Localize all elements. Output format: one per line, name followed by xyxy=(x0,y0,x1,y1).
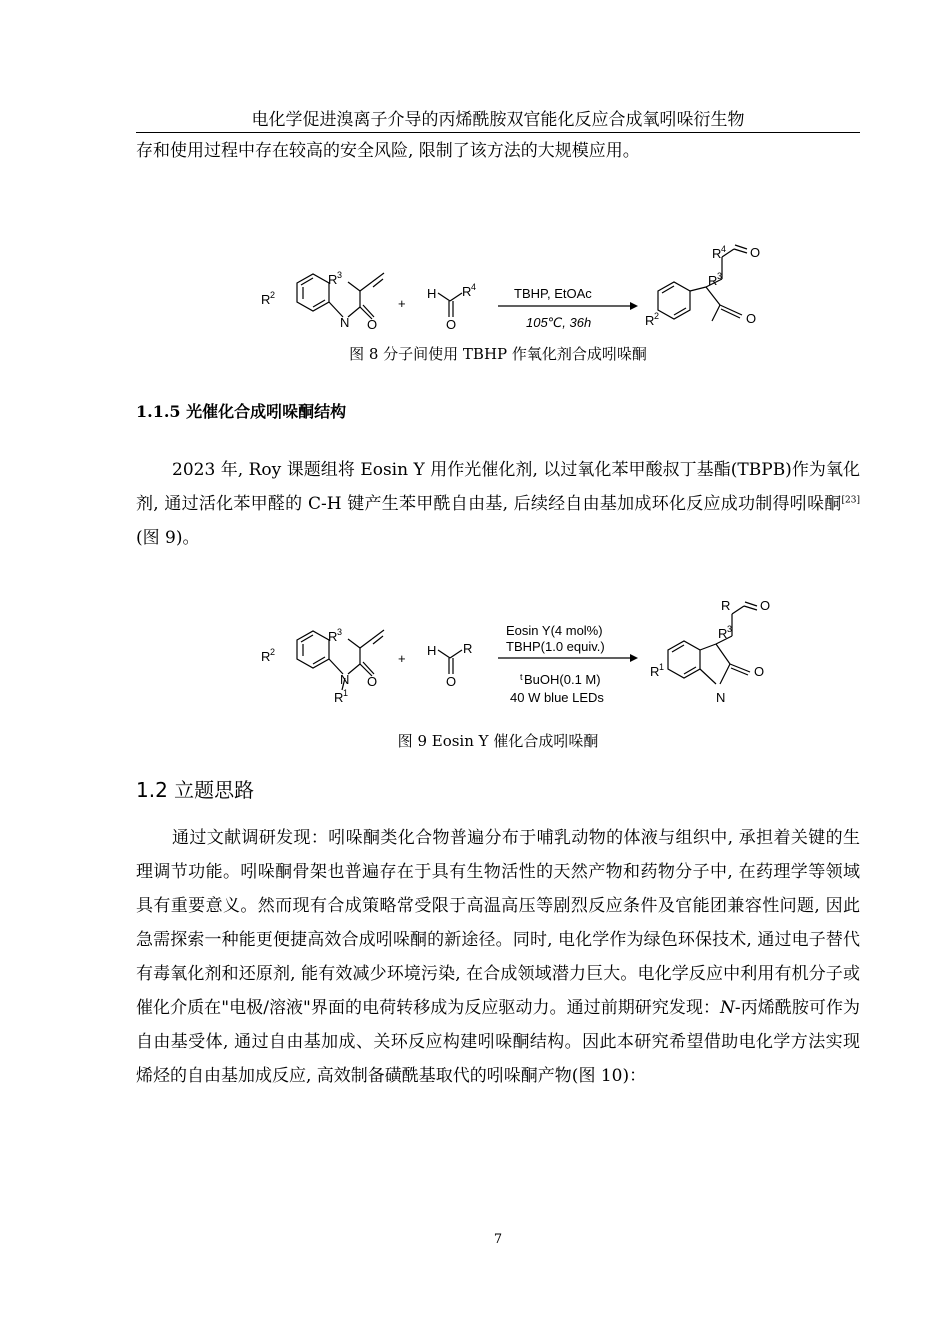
fig9-reagent1: Eosin Y(4 mol%) xyxy=(506,623,603,638)
fig8-r3-label: R xyxy=(328,272,338,287)
fig8-prod-r2: R xyxy=(645,313,655,328)
idea-paragraph xyxy=(136,821,860,1093)
roy-paragraph xyxy=(136,453,860,555)
fig8-o2-label: O xyxy=(446,317,457,332)
fig9-prod-r1: R xyxy=(650,664,660,679)
fig9-prod-o2: O xyxy=(760,598,771,613)
fig8-reagent: TBHP, EtOAc xyxy=(514,286,592,301)
fig8-prod-r3-sup: 3 xyxy=(717,271,723,281)
intro-paragraph: 存和使用过程中存在较高的安全风险, 限制了该方法的大规模应用。 xyxy=(136,141,640,161)
fig9-light: 40 W blue LEDs xyxy=(510,690,604,702)
fig9-prod-r3-sup: 3 xyxy=(727,624,733,634)
fig8-r4-label: R xyxy=(462,284,472,299)
idea-text-before: 通过文献调研发现：吲哚酮类化合物普遍分布于哺乳动物的体液与组织中, 承担着关键的生理调节功能。吲哚酮骨架也普遍存在于具有生物活性的天然产物和药物分子中, 在药理学等领域具有重要意义。然而现有合成策略常受限于高温高压等剧烈反应条件及官能团兼容性问题, 因此急需探索一种能更便捷高效合成吲哚酮的新途径。同时, 电化学作为绿色环保技术, 通过电子替代有毒氧化剂和还原剂, 能有效减少环境污染, 在合成领域潜力巨大。电化学反应中利用有机分子或催化介质在"电极/溶液"界面的电荷转移成为反应驱动力。通过前期研究发现： xyxy=(136,828,860,1018)
fig8-prod-r2-sup: 2 xyxy=(654,311,660,321)
fig9-r-label: R xyxy=(463,641,473,656)
fig8-r2-label: R xyxy=(261,292,271,307)
fig9-r2-sup: 2 xyxy=(270,647,276,657)
section-heading-1-1-5: 1.1.5 光催化合成吲哚酮结构 xyxy=(136,402,347,421)
idea-italic-n: N xyxy=(720,998,735,1018)
running-header: 电化学促进溴离子介导的丙烯酰胺双官能化反应合成氧吲哚衍生物 xyxy=(251,110,745,130)
fig8-plus: + xyxy=(398,296,406,311)
fig9-o2-label: O xyxy=(446,674,457,689)
fig9-r2-label: R xyxy=(261,649,271,664)
fig9-solvent: BuOH(0.1 M) xyxy=(524,672,601,687)
fig9-solvent-t: t xyxy=(520,672,523,682)
roy-paragraph-tail: (图 9)。 xyxy=(136,528,200,548)
fig9-prod-r: R xyxy=(721,598,731,613)
section-heading-1-2: 1.2 立题思路 xyxy=(136,778,255,802)
fig8-prod-r4-sup: 4 xyxy=(721,244,727,254)
citation-23: [23] xyxy=(841,495,860,506)
fig9-r1-sup: 1 xyxy=(343,688,349,698)
fig9-o-label: O xyxy=(367,674,378,689)
fig9-plus: + xyxy=(398,651,406,666)
fig8-prod-o2: O xyxy=(750,245,761,260)
fig8-r4-sup: 4 xyxy=(471,282,477,292)
fig9-prod-n: N xyxy=(716,690,726,702)
figure8-scheme xyxy=(250,235,790,345)
fig8-h-label: H xyxy=(427,286,437,301)
fig8-prod-r3: R xyxy=(708,273,718,288)
fig8-n-label: N xyxy=(340,315,350,330)
fig8-prod-o: O xyxy=(746,311,757,326)
header-rule xyxy=(136,132,860,133)
fig9-r3-sup: 3 xyxy=(337,627,343,637)
fig8-r2-sup: 2 xyxy=(270,290,276,300)
fig9-prod-o: O xyxy=(754,664,765,679)
fig9-reagent2: TBHP(1.0 equiv.) xyxy=(506,639,605,654)
fig9-prod-r3: R xyxy=(718,626,728,641)
fig9-r3-label: R xyxy=(328,629,338,644)
fig9-n-label: N xyxy=(340,672,350,687)
fig9-prod-r1-sup: 1 xyxy=(659,662,665,672)
idea-text-after: -丙烯酰胺可作为自由基受体, 通过自由基加成、关环反应构建吲哚酮结构。因此本研究希望借助电化学方法实现烯烃的自由基加成反应, 高效制备磺酰基取代的吲哚酮产物(图 10)： xyxy=(136,998,860,1086)
fig8-prod-r4: R xyxy=(712,246,722,261)
fig8-r3-sup: 3 xyxy=(337,270,343,280)
fig9-h-label: H xyxy=(427,643,437,658)
roy-paragraph-text: 2023 年, Roy 课题组将 Eosin Y 用作光催化剂, 以过氧化苯甲酸叔丁基酯(TBPB)作为氧化剂, 通过活化苯甲醛的 C-H 键产生苯甲酰自由基, 后续经自由基加成环化反应成功制得吲哚酮 xyxy=(136,460,860,514)
page-number: 7 xyxy=(493,1232,503,1247)
figure8-caption: 图 8 分子间使用 TBHP 作氧化剂合成吲哚酮 xyxy=(349,345,647,363)
fig8-conditions: 105℃, 36h xyxy=(526,315,592,330)
fig8-o-label: O xyxy=(367,317,378,332)
figure9-caption: 图 9 Eosin Y 催化合成吲哚酮 xyxy=(397,732,599,750)
figure9-scheme xyxy=(250,592,790,702)
fig9-r1-label: R xyxy=(334,690,344,702)
